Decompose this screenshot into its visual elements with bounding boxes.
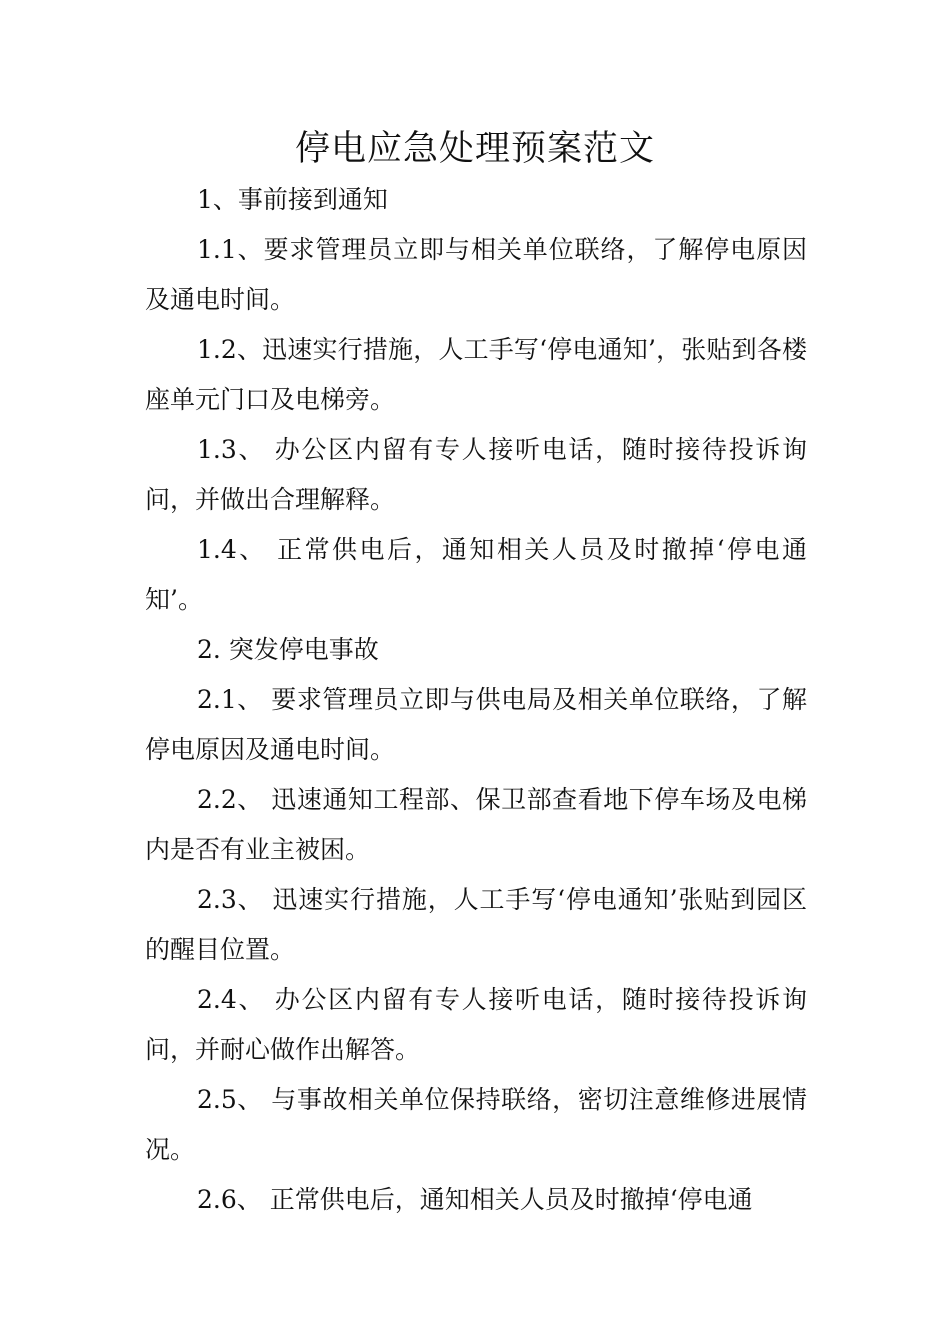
paragraph-2-2: 2.2、 迅速通知工程部、保卫部查看地下停车场及电梯内是否有业主被困。 [145,785,807,864]
paragraph-2-1: 2.1、 要求管理员立即与供电局及相关单位联络，了解停电原因及通电时间。 [145,685,807,764]
paragraph-2-3: 2.3、 迅速实行措施，人工手写‘停电通知’张贴到园区的醒目位置。 [145,885,807,964]
document-title: 停电应急处理预案范文 [294,129,655,169]
paragraph-2-4: 2.4、 办公区内留有专人接听电话，随时接待投诉询问，并耐心做作出解答。 [145,985,807,1064]
paragraph-1: 1、事前接到通知 [197,185,388,214]
paragraph-1-2: 1.2、迅速实行措施，人工手写‘停电通知’，张贴到各楼座单元门口及电梯旁。 [145,335,807,414]
paragraph-1-3: 1.3、 办公区内留有专人接听电话，随时接待投诉询问，并做出合理解释。 [145,435,807,514]
document-body [145,175,807,1225]
paragraph-2: 2. 突发停电事故 [197,635,379,664]
paragraph-1-4: 1.4、 正常供电后，通知相关人员及时撤掉‘停电通知’。 [145,535,807,614]
paragraph-2-6: 2.6、 正常供电后，通知相关人员及时撤掉‘停电通 [197,1185,753,1214]
paragraph-2-5: 2.5、 与事故相关单位保持联络，密切注意维修进展情况。 [145,1085,807,1164]
paragraph-1-1: 1.1、要求管理员立即与相关单位联络，了解停电原因及通电时间。 [145,235,807,314]
